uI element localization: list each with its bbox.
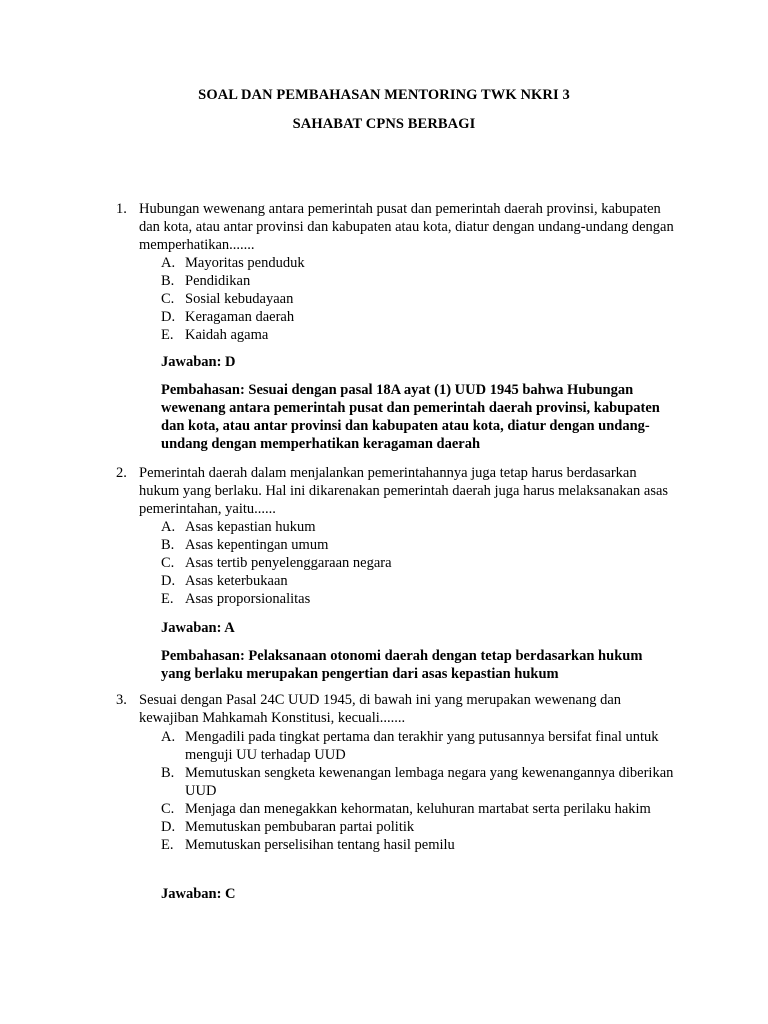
option-e — [161, 590, 681, 608]
option-letter: B. — [161, 765, 175, 781]
option-letter: E. — [161, 327, 174, 343]
option-a — [161, 728, 681, 764]
question-number: 1. — [116, 201, 127, 217]
option-d — [161, 818, 681, 836]
option-d — [161, 572, 681, 590]
option-b — [161, 536, 681, 554]
option-text: Memutuskan pembubaran partai politik — [185, 819, 415, 835]
option-text: Keragaman daerah — [185, 309, 295, 325]
option-list — [161, 254, 681, 344]
option-b — [161, 272, 681, 290]
question-text: Pemerintah daerah dalam menjalankan pemerintahannya juga tetap harus berdasarkan hukum yang berlaku. Hal ini dikarenakan pemerintah daerah juga harus melaksanakan asas pemerintahan, yaitu...... — [139, 465, 669, 517]
option-text: Asas kepastian hukum — [185, 519, 316, 535]
option-text: Sosial kebudayaan — [185, 291, 294, 307]
option-text: Mengadili pada tingkat pertama dan terakhir yang putusannya bersifat final untuk menguji UU terhadap UUD — [185, 729, 659, 763]
option-letter: D. — [161, 819, 176, 835]
option-text: Asas kepentingan umum — [185, 537, 329, 553]
option-a — [161, 254, 681, 272]
option-b — [161, 764, 681, 800]
option-letter: C. — [161, 801, 175, 817]
option-list — [161, 518, 681, 608]
question-number: 2. — [116, 465, 127, 481]
question-number: 3. — [116, 692, 127, 708]
explanation: Pembahasan: Pelaksanaan otonomi daerah dengan tetap berdasarkan hukum yang berlaku merupakan pengertian dari asas kepastian hukum — [161, 648, 643, 682]
option-c — [161, 800, 681, 818]
option-text: Kaidah agama — [185, 327, 269, 343]
document-title: SOAL DAN PEMBAHASAN MENTORING TWK NKRI 3 — [198, 87, 570, 103]
option-letter: B. — [161, 273, 175, 289]
question-text: Sesuai dengan Pasal 24C UUD 1945, di bawah ini yang merupakan wewenang dan kewajiban Mahkamah Konstitusi, kecuali....... — [139, 692, 622, 726]
option-list — [161, 728, 681, 854]
option-d — [161, 308, 681, 326]
option-text: Asas tertib penyelenggaraan negara — [185, 555, 392, 571]
option-text: Asas proporsionalitas — [185, 591, 311, 607]
option-letter: D. — [161, 573, 176, 589]
answer: Jawaban: C — [161, 886, 236, 902]
option-a — [161, 518, 681, 536]
option-letter: C. — [161, 555, 175, 571]
option-letter: E. — [161, 591, 174, 607]
document-subtitle: SAHABAT CPNS BERBAGI — [292, 116, 476, 132]
option-letter: D. — [161, 309, 176, 325]
option-text: Pendidikan — [185, 273, 251, 289]
question-text: Hubungan wewenang antara pemerintah pusat dan pemerintah daerah provinsi, kabupaten dan kota, atau antar provinsi dan kabupaten atau kota, diatur dengan undang-undang dengan memperhatikan....... — [139, 201, 674, 253]
option-letter: B. — [161, 537, 175, 553]
option-e — [161, 836, 681, 854]
option-letter: E. — [161, 837, 174, 853]
option-letter: C. — [161, 291, 175, 307]
option-letter: A. — [161, 729, 176, 745]
option-e — [161, 326, 681, 344]
answer: Jawaban: A — [161, 620, 235, 636]
option-c — [161, 554, 681, 572]
option-c — [161, 290, 681, 308]
option-text: Menjaga dan menegakkan kehormatan, keluhuran martabat serta perilaku hakim — [185, 801, 651, 817]
option-letter: A. — [161, 519, 176, 535]
option-letter: A. — [161, 255, 176, 271]
explanation: Pembahasan: Sesuai dengan pasal 18A ayat (1) UUD 1945 bahwa Hubungan wewenang antara pemerintah pusat dan pemerintah daerah provinsi, kabupaten dan kota, atau antar provinsi dan kabupaten atau kota, diatur dengan undang-undang dengan memperhatikan keragaman daerah — [161, 382, 660, 452]
answer: Jawaban: D — [161, 354, 236, 370]
option-text: Memutuskan sengketa kewenangan lembaga negara yang kewenangannya diberikan UUD — [185, 765, 674, 799]
option-text: Asas keterbukaan — [185, 573, 288, 589]
option-text: Mayoritas penduduk — [185, 255, 305, 271]
option-text: Memutuskan perselisihan tentang hasil pemilu — [185, 837, 455, 853]
